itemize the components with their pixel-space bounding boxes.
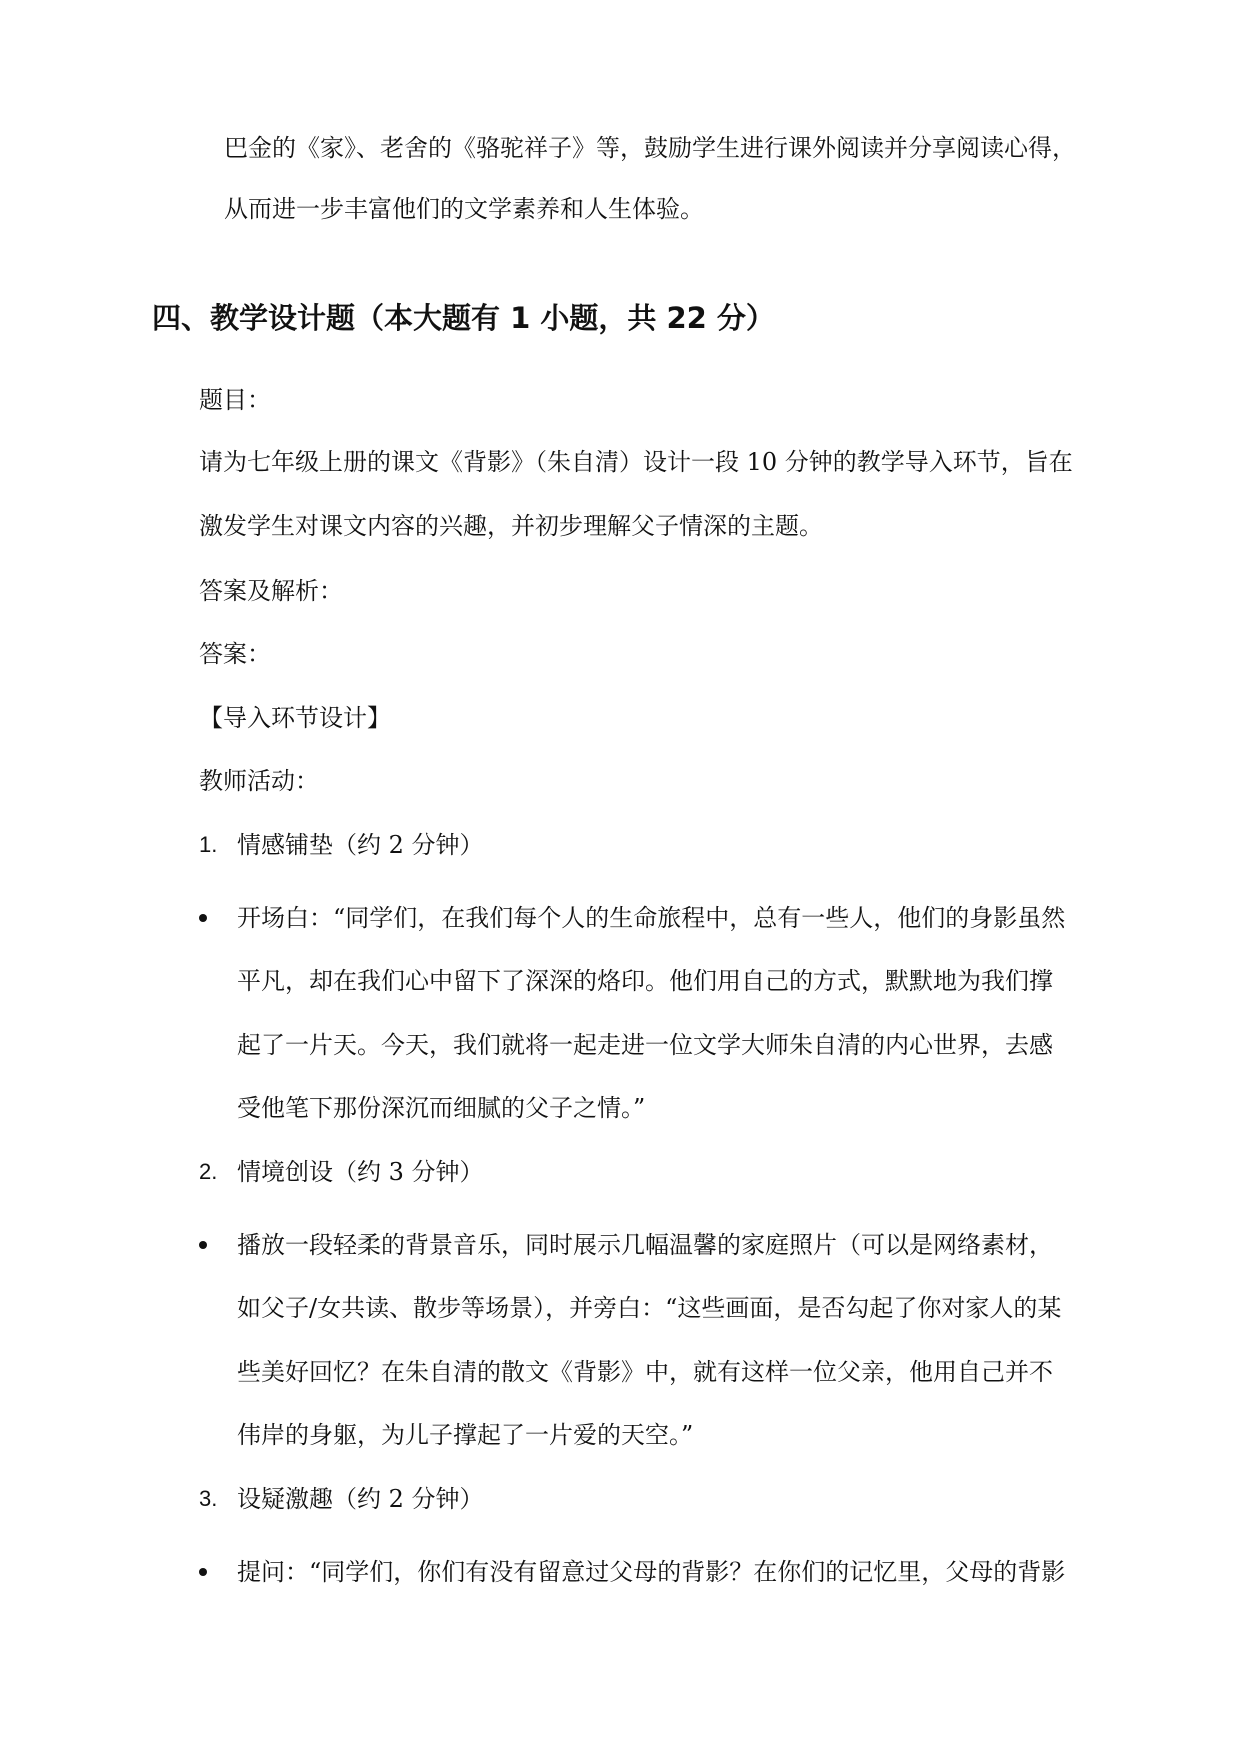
step-title: 情感铺垫（约 2 分钟） (237, 831, 484, 859)
analysis-label: 答案及解析： (199, 577, 343, 605)
bullet-line: 提问：“同学们，你们有没有留意过父母的背影？在你们的记忆里，父母的背影 (237, 1558, 1066, 1586)
step-number: 3. (199, 1486, 218, 1511)
section-heading: 四、教学设计题（本大题有 1 小题，共 22 分） (152, 301, 775, 335)
continuation-line-1: 巴金的《家》、老舍的《骆驼祥子》等，鼓励学生进行课外阅读并分享阅读心得， (224, 134, 1076, 162)
bullet-line: 些美好回忆？在朱自清的散文《背影》中，就有这样一位父亲，他用自己并不 (237, 1358, 1053, 1386)
question-label: 题目： (199, 386, 271, 414)
bullet-icon (199, 1241, 207, 1249)
bullet-icon (199, 914, 207, 922)
bullet-line: 播放一段轻柔的背景音乐，同时展示几幅温馨的家庭照片（可以是网络素材， (237, 1231, 1053, 1259)
step-number: 1. (199, 832, 218, 857)
answer-label: 答案： (199, 640, 271, 668)
bullet-line: 如父子/女共读、散步等场景），并旁白：“这些画面，是否勾起了你对家人的某 (237, 1294, 1062, 1322)
bullet-line: 起了一片天。今天，我们就将一起走进一位文学大师朱自清的内心世界，去感 (237, 1031, 1053, 1059)
teacher-label: 教师活动： (199, 767, 319, 795)
bullet-icon (199, 1568, 207, 1576)
step-title: 情境创设（约 3 分钟） (237, 1158, 484, 1186)
question-line-1: 请为七年级上册的课文《背影》（朱自清）设计一段 10 分钟的教学导入环节，旨在 (199, 448, 1073, 476)
bullet-line: 平凡，却在我们心中留下了深深的烙印。他们用自己的方式，默默地为我们撑 (237, 967, 1053, 995)
continuation-line-2: 从而进一步丰富他们的文学素养和人生体验。 (224, 195, 704, 223)
step-number: 2. (199, 1159, 218, 1184)
step-title: 设疑激趣（约 2 分钟） (237, 1485, 484, 1513)
bullet-line: 伟岸的身躯，为儿子撑起了一片爱的天空。” (237, 1421, 694, 1449)
bullet-line: 受他笔下那份深沉而细腻的父子之情。” (237, 1094, 646, 1122)
question-line-2: 激发学生对课文内容的兴趣，并初步理解父子情深的主题。 (199, 512, 823, 540)
bullet-line: 开场白：“同学们，在我们每个人的生命旅程中，总有一些人，他们的身影虽然 (237, 904, 1066, 932)
design-title: 【导入环节设计】 (199, 704, 391, 732)
